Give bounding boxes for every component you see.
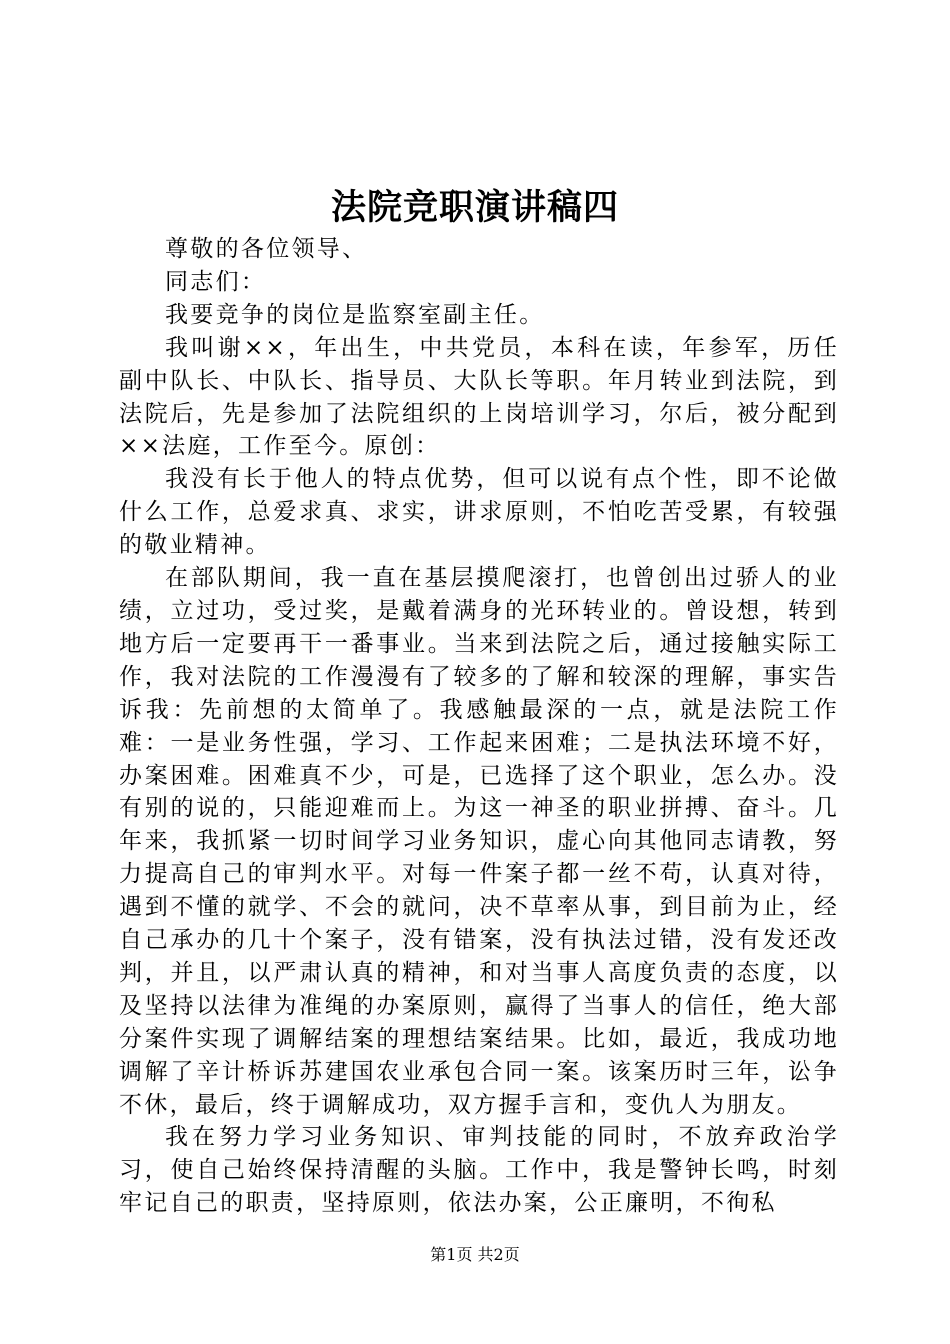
- salutation-line-1: 尊敬的各位领导、: [165, 236, 368, 262]
- paragraph: 在部队期间，我一直在基层摸爬滚打，也曾创出过骄人的业绩，立过功，受过奖，是戴着满身的光环转业的。曾设想，转到地方后一定要再干一番事业。当来到法院之后，通过接触实际工作，我对法院的工作漫漫有了较多的了解和较深的理解，事实告诉我：先前想的太简单了。我感触最深的一点，就是法院工作难：一是业务性强，学习、工作起来困难；二是执法环境不好，办案困难。困难真不少，可是，已选择了这个职业，怎么办。没有别的说的，只能迎难而上。为这一神圣的职业拼搏、奋斗。几年来，我抓紧一切时间学习业务知识，虚心向其他同志请教，努力提高自己的审判水平。对每一件案子都一丝不苟，认真对待，遇到不懂的就学、不会的就问，决不草率从事，到目前为止，经自己承办的几十个案子，没有错案，没有执法过错，没有发还改判，并且，以严肃认真的精神，和对当事人高度负责的态度，以及坚持以法律为准绳的办案原则，赢得了当事人的信任，绝大部分案件实现了调解结案的理想结案结果。比如，最近，我成功地调解了辛计桥诉苏建国农业承包合同一案。该案历时三年，讼争不休，最后，终于调解成功，双方握手言和，变仇人为朋友。: [119, 565, 839, 1118]
- document-title: 法院竞职演讲稿四: [330, 187, 619, 228]
- paragraph: 我没有长于他人的特点优势，但可以说有点个性，即不论做什么工作，总爱求真、求实，讲求原则，不怕吃苦受累，有较强的敬业精神。: [119, 466, 839, 559]
- paragraph: 我要竞争的岗位是监察室副主任。: [165, 301, 545, 328]
- paragraph: 我叫谢××，年出生，中共党员，本科在读，年参军，历任副中队长、中队长、指导员、大队长等职。年月转业到法院，到法院后，先是参加了法院组织的上岗培训学习，尔后，被分配到××法庭，工作至今。原创：: [119, 334, 839, 460]
- page-number-footer: 第1页 共2页: [430, 1245, 520, 1264]
- salutation-line-2: 同志们：: [165, 268, 267, 295]
- document-body: [119, 233, 839, 1220]
- paragraph: 我在努力学习业务知识、审判技能的同时，不放弃政治学习，使自己始终保持清醒的头脑。工作中，我是警钟长鸣，时刻牢记自己的职责，坚持原则，依法办案，公正廉明，不徇私: [119, 1124, 839, 1217]
